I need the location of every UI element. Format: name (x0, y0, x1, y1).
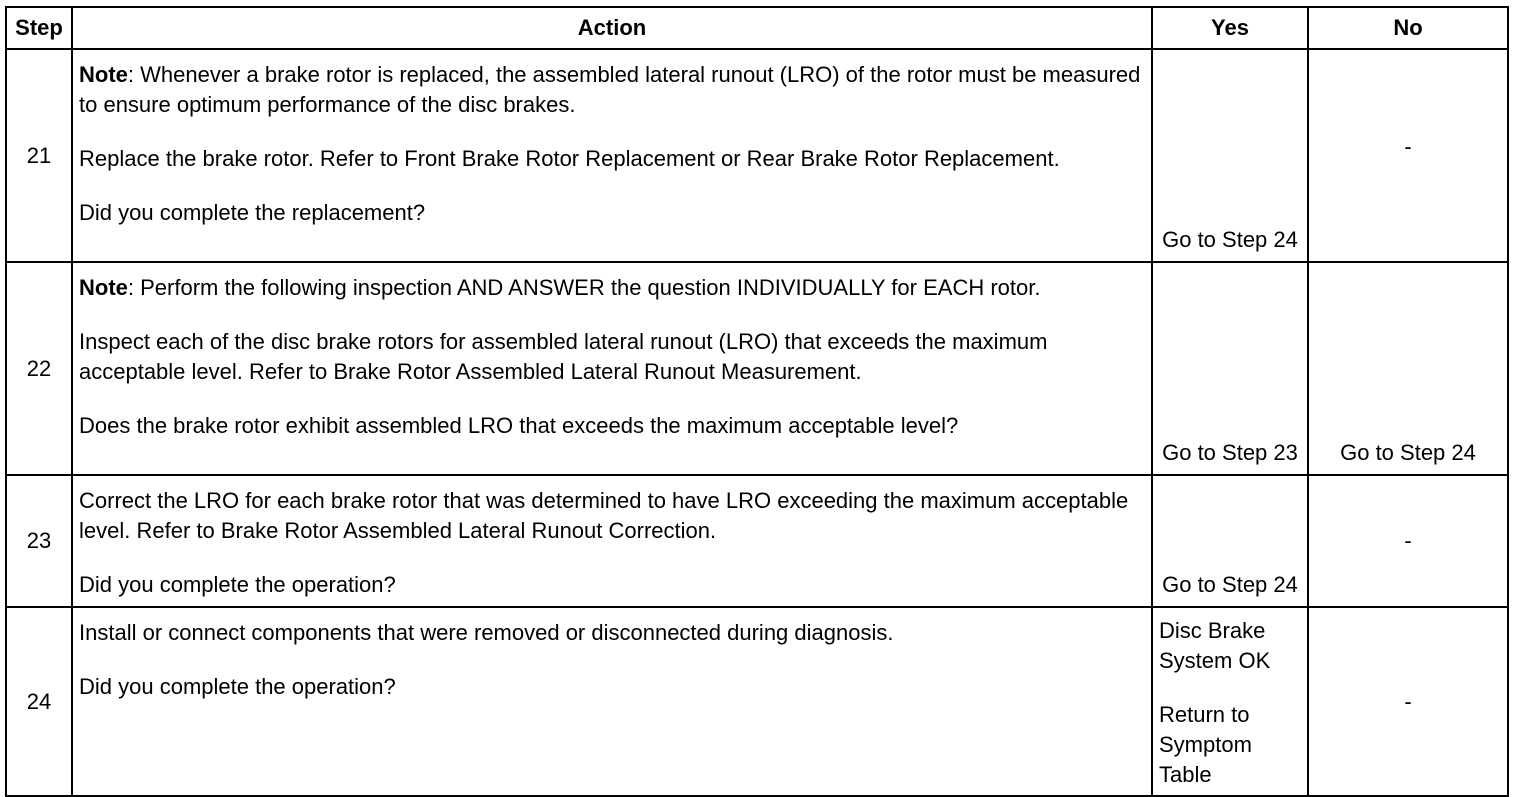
no-cell: Go to Step 24 (1308, 262, 1508, 475)
table-row (6, 262, 1508, 475)
step-number: 21 (6, 49, 72, 262)
note-label: Note (79, 275, 128, 300)
step-number: 22 (6, 262, 72, 475)
action-cell (72, 607, 1152, 796)
yes-cell: Go to Step 24 (1152, 49, 1308, 262)
note-text: : Whenever a brake rotor is replaced, the assembled lateral runout (LRO) of the rotor must be measured to ensure optimum performance of the disc brakes. (79, 62, 1141, 117)
note-paragraph (79, 273, 1145, 303)
step-number: 24 (6, 607, 72, 796)
instruction-text: Replace the brake rotor. Refer to Front Brake Rotor Replacement or Rear Brake Rotor Replacement. (79, 146, 1060, 171)
header-action: Action (72, 7, 1152, 49)
yes-cell (1152, 607, 1308, 796)
question-text: Did you complete the operation? (79, 674, 396, 699)
instruction-text: Inspect each of the disc brake rotors for assembled lateral runout (LRO) that exceeds the maximum acceptable level. Refer to Brake Rotor Assembled Lateral Runout Measurement. (79, 329, 1048, 384)
header-yes: Yes (1152, 7, 1308, 49)
question-text: Does the brake rotor exhibit assembled LRO that exceeds the maximum acceptable level? (79, 413, 959, 438)
no-cell: - (1308, 475, 1508, 607)
note-text: : Perform the following inspection AND ANSWER the question INDIVIDUALLY for EACH rotor. (127, 275, 1041, 300)
question-text: Did you complete the operation? (79, 572, 396, 597)
header-row (6, 7, 1508, 49)
note-label: Note (79, 62, 128, 87)
yes-cell: Go to Step 24 (1152, 475, 1308, 607)
diagnostic-table (5, 6, 1509, 797)
action-cell (72, 49, 1152, 262)
note-paragraph (79, 60, 1145, 120)
action-cell (72, 262, 1152, 475)
question-text: Did you complete the replacement? (79, 200, 426, 225)
instruction-text: Install or connect components that were removed or disconnected during diagnosis. (79, 620, 894, 645)
table-row (6, 475, 1508, 607)
yes-result-text: Disc Brake System OK (1159, 618, 1271, 673)
instruction-text: Correct the LRO for each brake rotor that was determined to have LRO exceeding the maximum acceptable level. Refer to Brake Rotor Assembled Lateral Runout Correction. (79, 488, 1129, 543)
no-cell: - (1308, 49, 1508, 262)
table-row (6, 49, 1508, 262)
yes-return-text: Return to Symptom Table (1159, 702, 1252, 787)
header-step: Step (6, 7, 72, 49)
step-number: 23 (6, 475, 72, 607)
action-cell (72, 475, 1152, 607)
yes-cell: Go to Step 23 (1152, 262, 1308, 475)
no-cell: - (1308, 607, 1508, 796)
header-no: No (1308, 7, 1508, 49)
table-row (6, 607, 1508, 796)
